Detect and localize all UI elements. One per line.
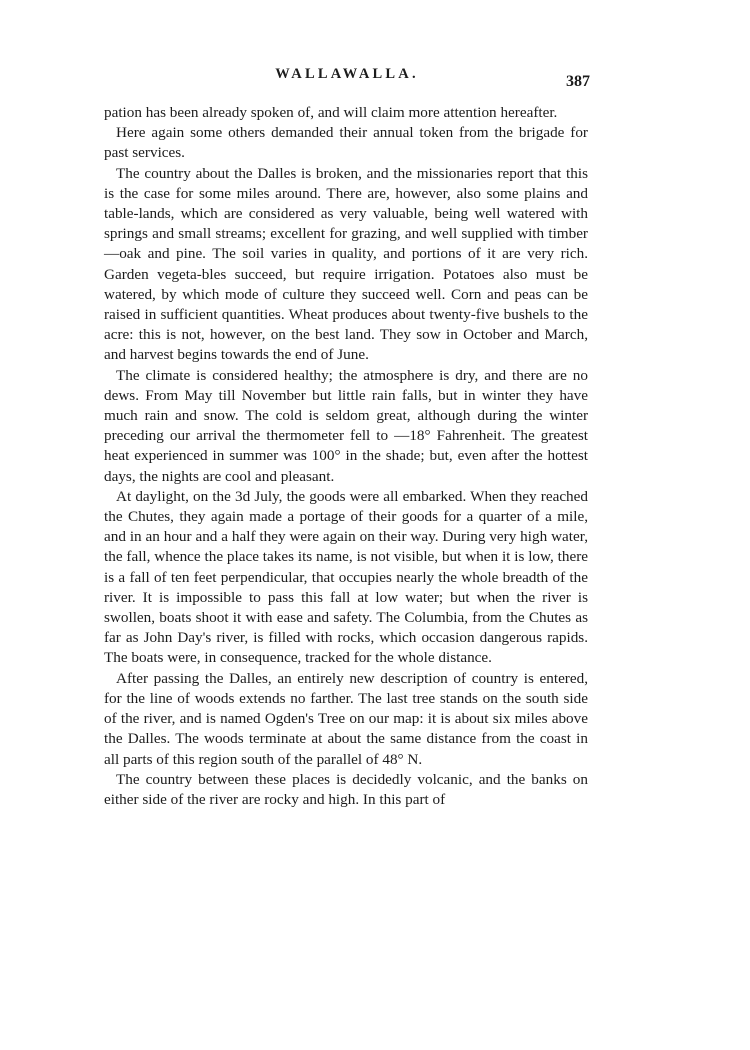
paragraph-after-dalles: After passing the Dalles, an entirely new description of country is entered, for the line of woods extends no farther. The last tree stands on the south side of the river, and is named Ogden's Tree on our map: it is about six miles above the Dalles. The woods terminate at about the same distance from the coast in all parts of this region south of the parallel of 48° N. [104,669,588,768]
running-head [104,66,590,94]
paragraph-volcanic-country: The country between these places is decidedly volcanic, and the banks on either side of the river are rocky and high. In this part of [104,770,588,808]
paragraph-chutes-portage: At daylight, on the 3d July, the goods were all embarked. When they reached the Chutes, they again made a portage of their goods for a quarter of a mile, and in an hour and a half they were again on their way. During very high water, the fall, whence the place takes its name, is not visible, but when it is low, there is a fall of ten feet perpendicular, that occupies nearly the whole breadth of the river. It is impossible to pass this fall at low water; but when the river is swollen, boats shoot it with ease and safety. The Columbia, from the Chutes as far as John Day's river, is filled with rocks, which occasion dangerous rapids. The boats were, in consequence, tracked for the whole distance. [104,487,588,667]
paragraph-climate: The climate is considered healthy; the atmosphere is dry, and there are no dews. From May till November but little rain falls, but in winter they have much rain and snow. The cold is seldom great, although during the winter preceding our arrival the thermometer fell to —18° Fahrenheit. The greatest heat experienced in summer was 100° in the shade; but, even after the hottest days, the nights are cool and pleasant. [104,366,588,485]
paragraph-dalles-country: The country about the Dalles is broken, and the missionaries report that this is the case for some miles around. There are, however, also some plains and table-lands, which are considered as very valuable, being well watered with springs and small streams; excellent for grazing, and well supplied with timber—oak and pine. The soil varies in quality, and portions of it are very rich. Garden vegeta-bles succeed, but require irrigation. Potatoes also must be watered, by which mode of culture they succeed well. Corn and peas can be raised in sufficient quantities. Wheat produces about twenty-five bushels to the acre: this is not, however, on the best land. They sow in October and March, and harvest begins towards the end of June. [104,164,588,364]
page-number: 387 [566,73,590,90]
paragraph-continuation: pation has been already spoken of, and will claim more attention hereafter. [104,104,558,121]
paragraph-annual-token: Here again some others demanded their annual token from the brigade for past services. [104,124,588,162]
body-text [104,103,588,810]
running-title: WALLAWALLA. [275,66,419,82]
